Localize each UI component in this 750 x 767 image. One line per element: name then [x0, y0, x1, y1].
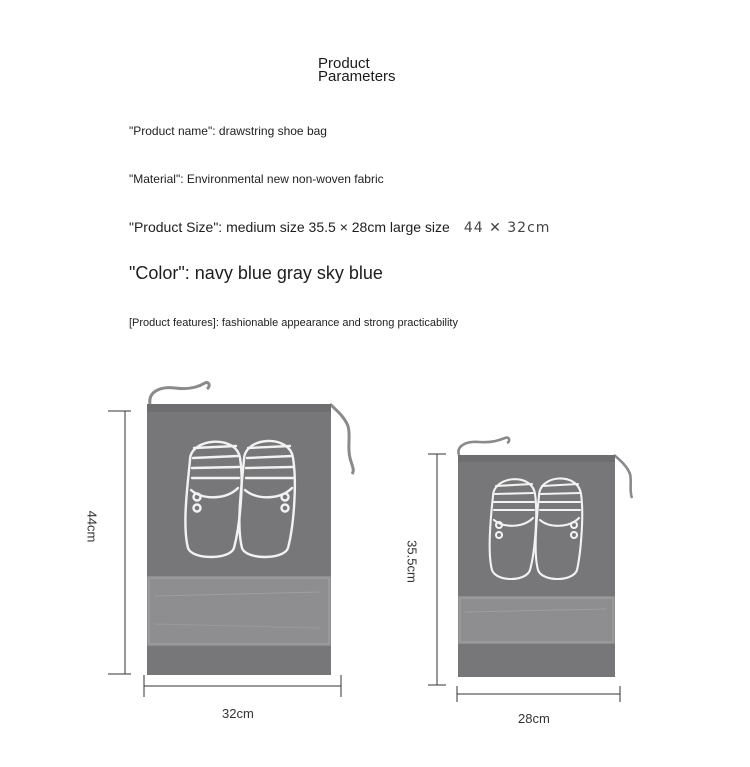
features-line: [Product features]: fashionable appearance and strong practicability — [129, 317, 458, 329]
large-size-text: 44 ✕ 32cm — [463, 220, 551, 236]
material-line: "Material": Environmental new non-woven fabric — [129, 172, 384, 186]
large-bag-image — [147, 383, 353, 675]
large-height-dimension-line — [108, 411, 131, 674]
medium-width-label: 28cm — [518, 711, 550, 726]
color-line: "Color": navy blue gray sky blue — [129, 263, 383, 283]
large-width-dimension-line — [144, 675, 341, 697]
medium-bag-image — [458, 438, 632, 677]
medium-height-dimension-line — [428, 454, 446, 685]
medium-height-label: 35.5cm — [404, 540, 420, 583]
product-name-line: "Product name": drawstring shoe bag — [129, 124, 327, 138]
large-height-label: 44cm — [84, 510, 100, 543]
medium-width-dimension-line — [457, 686, 620, 702]
large-width-label: 32cm — [222, 706, 254, 721]
page-title: Product Parameters — [318, 55, 396, 85]
product-size-text: "Product Size": medium size 35.5 × 28cm large size — [129, 219, 450, 235]
